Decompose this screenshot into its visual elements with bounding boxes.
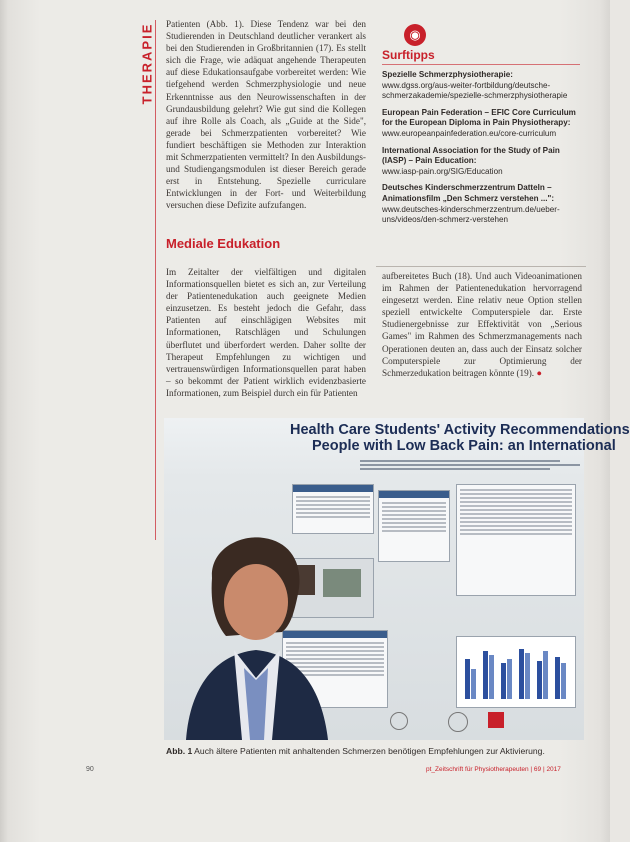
body-text-column2-bottom	[382, 270, 582, 379]
figure-caption	[166, 746, 586, 756]
end-mark-icon: ●	[536, 367, 542, 378]
poster-bar	[543, 651, 548, 699]
surftipps-rule	[382, 64, 580, 65]
poster-bar	[555, 657, 560, 699]
poster-title-line2: People with Low Back Pain: an International	[312, 438, 616, 454]
poster-logos	[390, 710, 570, 732]
figure-photo	[164, 418, 630, 740]
section-label: THERAPIE	[139, 22, 155, 105]
poster-bar	[525, 653, 530, 699]
person-photo	[172, 528, 332, 740]
poster-logo-icon	[488, 712, 504, 728]
surftipps-label: Spezielle Schmerzphysiotherapie:	[382, 70, 513, 79]
poster-bar	[507, 659, 512, 699]
poster-bar	[537, 661, 542, 699]
poster-bar-chart	[456, 636, 576, 708]
surftipps-item	[382, 183, 586, 225]
body-text-column2: aufbereitetes Buch (18). Und auch Videoanimationen im Rahmen der Patientenedukation hervorragend eingesetzt werden. Eine relativ neue Option stellen speziell entwickelte Computerspiele dar. Erste Studienergebnisse zur Effektivität von „Serious Games" im Rahmen des Schmerzmanagements nach Operationen deuten an, dass auch der Einsatz solcher Computerspiele zur Optimierung der Schmerzedukation beitragen könnte (19).	[382, 271, 582, 378]
surftipps-link[interactable]: www.dgss.org/aus-weiter-fortbildung/deutsche-schmerzakademie/spezielle-schmerzphysiotherapie	[382, 80, 568, 101]
poster-bar	[489, 655, 494, 699]
poster-logo-icon	[448, 712, 468, 732]
surftipps-title: Surftipps	[382, 48, 435, 62]
surftipps-item	[382, 70, 586, 102]
poster-title-line1: Health Care Students' Activity Recommendations	[290, 422, 630, 438]
section-rule	[155, 20, 156, 540]
poster-logo-icon	[390, 712, 408, 730]
surftipps-label: European Pain Federation – EFIC Core Curriculum for the European Diploma in Pain Physiotherapy:	[382, 107, 576, 128]
poster-bar	[465, 659, 470, 699]
poster-panel-text	[293, 492, 373, 522]
surftipps-link[interactable]: www.deutsches-kinderschmerzzentrum.de/ueber-uns/videos/den-schmerz-verstehen	[382, 204, 560, 225]
body-text-column1-bottom: Im Zeitalter der vielfältigen und digitalen Informationsquellen bietet es sich an, zur Verteilung der Patientenedukation auch geeignete Medien einzusetzen. Es besteht jedoch die Gefahr, dass Patienten auf einschlägigen Websites mit Informationen, Ratschlägen und Schulungen überflutet und überfordert werden. Daher sollte der Therapeut Empfehlungen zu wichtigen und vertrauenswürdigen Informationsquellen parat haben – so bekommt der Patient wirklich evidenzbasierte Informationen, zum Beispiel durch ein für Patienten	[166, 267, 366, 398]
surftipps-list	[382, 70, 586, 232]
poster-panel-head	[293, 485, 373, 492]
poster-panel-text	[457, 485, 575, 539]
poster-panel-head	[379, 491, 449, 498]
poster-bar	[519, 649, 524, 699]
journal-footer: pt_Zeitschrift für Physiotherapeuten | 69 | 2017	[426, 766, 561, 773]
poster-bar	[501, 663, 506, 699]
body-text-column1-top: Patienten (Abb. 1). Diese Tendenz war bei den Studierenden in Deutschland deutlicher verankert als bei den Studierenden in Großbritannien (17). Es stellt sich die Frage, wie adäquat angehende Therapeuten auf diese Edukationsaufgabe vorbereitet werden: Wie tiefgehend werden Schmerzphysiologie und neue Erkenntnisse aus den Neurowissenschaften in der Grundausbildung gelehrt? Wie gut sind die Kollegen auf ihre Rolle als Coach, als „Guide at the Side", gerade bei Schmerzpatienten vorbereitet? Wie fundiert beschäftigen sie Methoden zur Interaktion mit Schmerzpatienten vermittelt? In den Ausbildungs- und Studiengangsmodulen ist dieser Bereich gerade erst in Entstehung. Spezielle curriculare Entwicklungen in der Fort- und Weiterbildung versuchen diese Defizite aufzufangen.	[166, 19, 366, 211]
poster-bar	[471, 669, 476, 699]
poster-panel-chart-top	[456, 484, 576, 596]
poster-title	[290, 422, 630, 454]
heading-mediale-edukation: Mediale Edukation	[166, 236, 281, 251]
page-number: 90	[86, 766, 94, 773]
surftipps-label: International Association for the Study of Pain (IASP) – Pain Education:	[382, 145, 560, 166]
poster-bar	[483, 651, 488, 699]
face-shape	[224, 564, 288, 640]
poster-panel-text	[379, 498, 449, 536]
surftipps-item	[382, 146, 586, 178]
surftipps-item	[382, 108, 586, 140]
surftipps-link[interactable]: www.iasp-pain.org/SIG/Education	[382, 166, 503, 176]
surftipps-label: Deutsches Kinderschmerzzentrum Datteln – Animationsfilm „Den Schmerz verstehen ...":	[382, 183, 555, 203]
surftipps-link[interactable]: www.europeanpainfederation.eu/core-curriculum	[382, 128, 557, 138]
poster-panel-intro	[292, 484, 374, 534]
poster-panel-methods	[378, 490, 450, 562]
surftipps-box	[376, 20, 586, 267]
poster-authors-block	[360, 458, 600, 480]
globe-icon: ◉	[404, 24, 426, 46]
poster-bar	[561, 663, 566, 699]
caption-text: Auch ältere Patienten mit anhaltenden Schmerzen benötigen Empfehlungen zur Aktivierung.	[192, 746, 545, 756]
caption-label: Abb. 1	[166, 746, 193, 756]
